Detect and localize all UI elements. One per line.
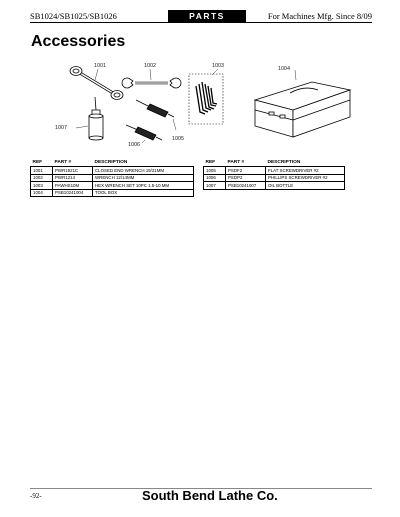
- description-header: DESCRIPTION: [93, 160, 194, 167]
- oil-bottle-icon: [89, 97, 103, 140]
- part-cell: PAWHS10M: [53, 182, 93, 190]
- part-cell: PWR1921C: [53, 167, 93, 175]
- ref-cell: 1005: [204, 167, 226, 175]
- table-row: [31, 189, 194, 197]
- part-cell: PWR1214: [53, 174, 93, 182]
- ref-cell: 1007: [204, 182, 226, 190]
- accessories-illustration: [50, 60, 360, 160]
- part-cell: PSB10241007: [226, 182, 266, 190]
- table-row: [31, 167, 194, 175]
- callout-1003: 1003: [212, 63, 224, 69]
- callout-1002: 1002: [144, 63, 156, 69]
- ref-cell: 1004: [31, 189, 53, 197]
- ref-header: REF: [31, 160, 53, 167]
- ref-cell: 1006: [204, 174, 226, 182]
- table-row: [204, 182, 345, 190]
- callout-1005: 1005: [172, 136, 184, 142]
- description-cell: FLAT SCREWDRIVER #2: [266, 167, 345, 175]
- description-cell: WRENCH 12/14MM: [93, 174, 194, 182]
- phillips-screwdriver-icon: [126, 125, 162, 140]
- part-header: PART #: [53, 160, 93, 167]
- callout-1004: 1004: [278, 66, 290, 72]
- tool-box-icon: [255, 82, 350, 137]
- closed-end-wrench-icon: [70, 67, 123, 100]
- table-row: [204, 167, 345, 175]
- description-cell: PHILLIPS SCREWDRIVER #2: [266, 174, 345, 182]
- part-cell: PSDF2: [226, 167, 266, 175]
- page-header: [30, 10, 372, 23]
- description-header: DESCRIPTION: [266, 160, 345, 167]
- parts-table-right: [203, 160, 345, 190]
- ref-cell: 1002: [31, 174, 53, 182]
- parts-table-left: [30, 160, 194, 197]
- table-row: [31, 174, 194, 182]
- section-label: PARTS: [168, 10, 246, 22]
- machines-note: For Machines Mfg. Since 8/09: [267, 11, 372, 21]
- table-row: [204, 174, 345, 182]
- brand-logo-text: South Bend Lathe Co.: [142, 488, 278, 503]
- ref-cell: 1001: [31, 167, 53, 175]
- page-title: Accessories: [31, 33, 126, 50]
- open-wrench-icon: [122, 78, 181, 88]
- ref-cell: 1003: [31, 182, 53, 190]
- callout-1007: 1007: [55, 125, 67, 131]
- part-cell: PSB10241004: [53, 189, 93, 197]
- description-cell: TOOL BOX: [93, 189, 194, 197]
- callout-1006: 1006: [128, 142, 140, 148]
- table-row: [31, 182, 194, 190]
- callout-1001: 1001: [94, 63, 106, 69]
- ref-header: REF: [204, 160, 226, 167]
- flat-screwdriver-icon: [136, 100, 174, 117]
- part-header: PART #: [226, 160, 266, 167]
- page-number: -92-: [30, 492, 42, 500]
- description-cell: OIL BOTTLE: [266, 182, 345, 190]
- hex-wrench-set-icon: [196, 82, 217, 114]
- description-cell: CLOSED END WRENCH 19/21MM: [93, 167, 194, 175]
- part-cell: PSDP2: [226, 174, 266, 182]
- models-label: SB1024/SB1025/SB1026: [30, 11, 117, 21]
- description-cell: HEX WRENCH SET 10PC 1.5-10 MM: [93, 182, 194, 190]
